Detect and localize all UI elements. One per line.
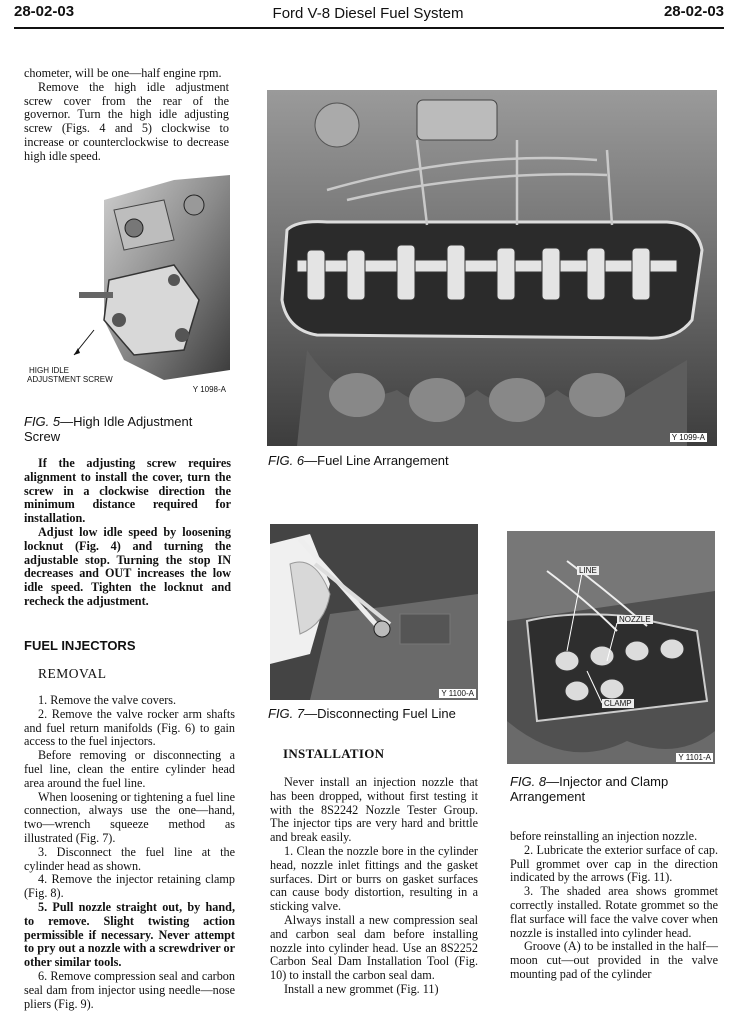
paragraph: Install a new grommet (Fig. 11): [284, 981, 439, 996]
paragraph: 1. Clean the nozzle bore in the cylinder head, nozzle inlet fittings and the gasket surfaces. Dirt or burrs on gasket surfaces can cause body distortion, resulting in a sticking valve.: [270, 843, 478, 914]
left-column-middle: [24, 457, 231, 609]
step: 4. Remove the injector retaining clamp (Fig. 8).: [24, 872, 235, 901]
paragraph: Groove (A) to be installed in the half—moon cut—out provided in the valve mounting pad of the cylinder: [510, 939, 718, 981]
heading-removal: REMOVAL: [38, 666, 107, 681]
figure-6-number: Y 1099-A: [671, 433, 705, 442]
step: 2. Remove the valve rocker arm shafts and fuel return manifolds (Fig. 6) to gain access to the fuel injectors.: [24, 706, 235, 749]
figure-5-photo: [24, 170, 230, 398]
step: 6. Remove compression seal and carbon seal dam from injector using needle—nose pliers (Fig. 9).: [24, 968, 235, 1011]
step: 3. Disconnect the fuel line at the cylinder head as shown.: [24, 844, 235, 873]
heading-installation: INSTALLATION: [283, 746, 385, 761]
injector-illustration: [507, 531, 715, 764]
figure-7-photo: [270, 524, 478, 700]
paragraph: Adjust low idle speed by loosening locknut (Fig. 4) and turning the adjustable stop. Turning the stop IN decreases and OUT increases the low idle speed. Tighten the locknut and recheck the adjustment.: [24, 524, 231, 608]
figure-8-label-clamp: CLAMP: [604, 699, 632, 708]
paragraph: Never install an injection nozzle that has been dropped, without first testing it with the 8S2242 Nozzle Tester Group. The injector tips are very hard and brittle and break easily.: [270, 775, 478, 845]
figure-6-photo: [267, 90, 717, 446]
figure-8-number: Y 1101-A: [678, 753, 711, 762]
figure-8-photo: [507, 531, 715, 764]
right-column: [510, 830, 718, 982]
middle-column: [270, 776, 478, 997]
page-number-right: 28-02-03: [663, 3, 724, 20]
engine-illustration: [267, 90, 717, 446]
figure-8-caption: FIG. 8—Injector and Clamp Arrangement: [510, 774, 669, 804]
figure-7-caption: FIG. 7—Disconnecting Fuel Line: [268, 706, 456, 721]
paragraph: 2. Lubricate the exterior surface of cap. Pull grommet over cap in the direction indicated by the arrows (Fig. 11).: [510, 842, 718, 885]
wrench-illustration: [270, 524, 478, 700]
figure-7-number: Y 1100-A: [441, 689, 474, 698]
figure-7-caption-text: Disconnecting Fuel Line: [317, 706, 456, 721]
figure-5-label-line2: ADJUSTMENT SCREW: [27, 375, 113, 384]
paragraph: Remove the high idle adjustment screw cover from the rear of the governor. Turn the high idle adjusting screw (Figs. 4 and 5) clockwise to increase or counterclockwise to decrease high idle speed.: [24, 79, 229, 163]
figure-5-caption: FIG. 5—High Idle Adjustment Screw: [24, 414, 193, 444]
figure-5-number: Y 1098-A: [192, 385, 226, 394]
figure-6-caption-fig: FIG. 6: [268, 453, 305, 468]
step: When loosening or tightening a fuel line connection, always use the one—hand, two—wrench squeeze method as illustrated (Fig. 7).: [24, 789, 235, 845]
figure-5-label-line1: HIGH IDLE: [29, 366, 70, 375]
paragraph: If the adjusting screw requires alignment to install the cover, turn the screw in a clockwise direction the minimum distance required for installation.: [24, 456, 231, 526]
page-title: Ford V-8 Diesel Fuel System: [272, 5, 464, 22]
page-number-left: 28-02-03: [14, 3, 75, 20]
left-column-top: [24, 67, 229, 164]
page-header: [0, 0, 736, 28]
figure-6-caption-text: Fuel Line Arrangement: [317, 453, 449, 468]
header-rule: [14, 27, 724, 29]
figure-8-label-nozzle: NOZZLE: [619, 615, 651, 624]
figure-5-caption-fig: FIG. 5: [24, 414, 61, 429]
paragraph: chometer, will be one—half engine rpm.: [24, 66, 222, 80]
step: 1. Remove the valve covers.: [38, 693, 177, 707]
figure-8-label-line: LINE: [579, 566, 597, 575]
figure-8-caption-fig: FIG. 8: [510, 774, 547, 789]
paragraph: before reinstalling an injection nozzle.: [510, 829, 698, 843]
left-column-removal: [24, 694, 235, 1011]
paragraph: 3. The shaded area shows grommet correctly installed. Rotate grommet so the flat surface will face the valve cover when nozzle is installed into cylinder head.: [510, 884, 718, 940]
figure-5-caption-text: High Idle Adjustment Screw: [24, 414, 193, 444]
step: 5. Pull nozzle straight out, by hand, to remove. Slight twisting action permissible if necessary. Never attempt to pry out a nozzle with a screwdriver or other similar tools.: [24, 899, 235, 970]
figure-8-caption-text: Injector and Clamp Arrangement: [510, 774, 669, 804]
governor-illustration: [24, 170, 230, 398]
paragraph: Always install a new compression seal and carbon seal dam before installing nozzle into cylinder head. Use an 8S2252 Carbon Seal Dam Installation Tool (Fig. 10) to install the carbon seal dam.: [270, 912, 478, 983]
figure-7-caption-fig: FIG. 7: [268, 706, 305, 721]
step: Before removing or disconnecting a fuel line, clean the entire cylinder head area around the fuel line.: [24, 748, 235, 790]
figure-6-caption: FIG. 6—Fuel Line Arrangement: [268, 453, 449, 468]
heading-fuel-injectors: FUEL INJECTORS: [24, 638, 136, 653]
